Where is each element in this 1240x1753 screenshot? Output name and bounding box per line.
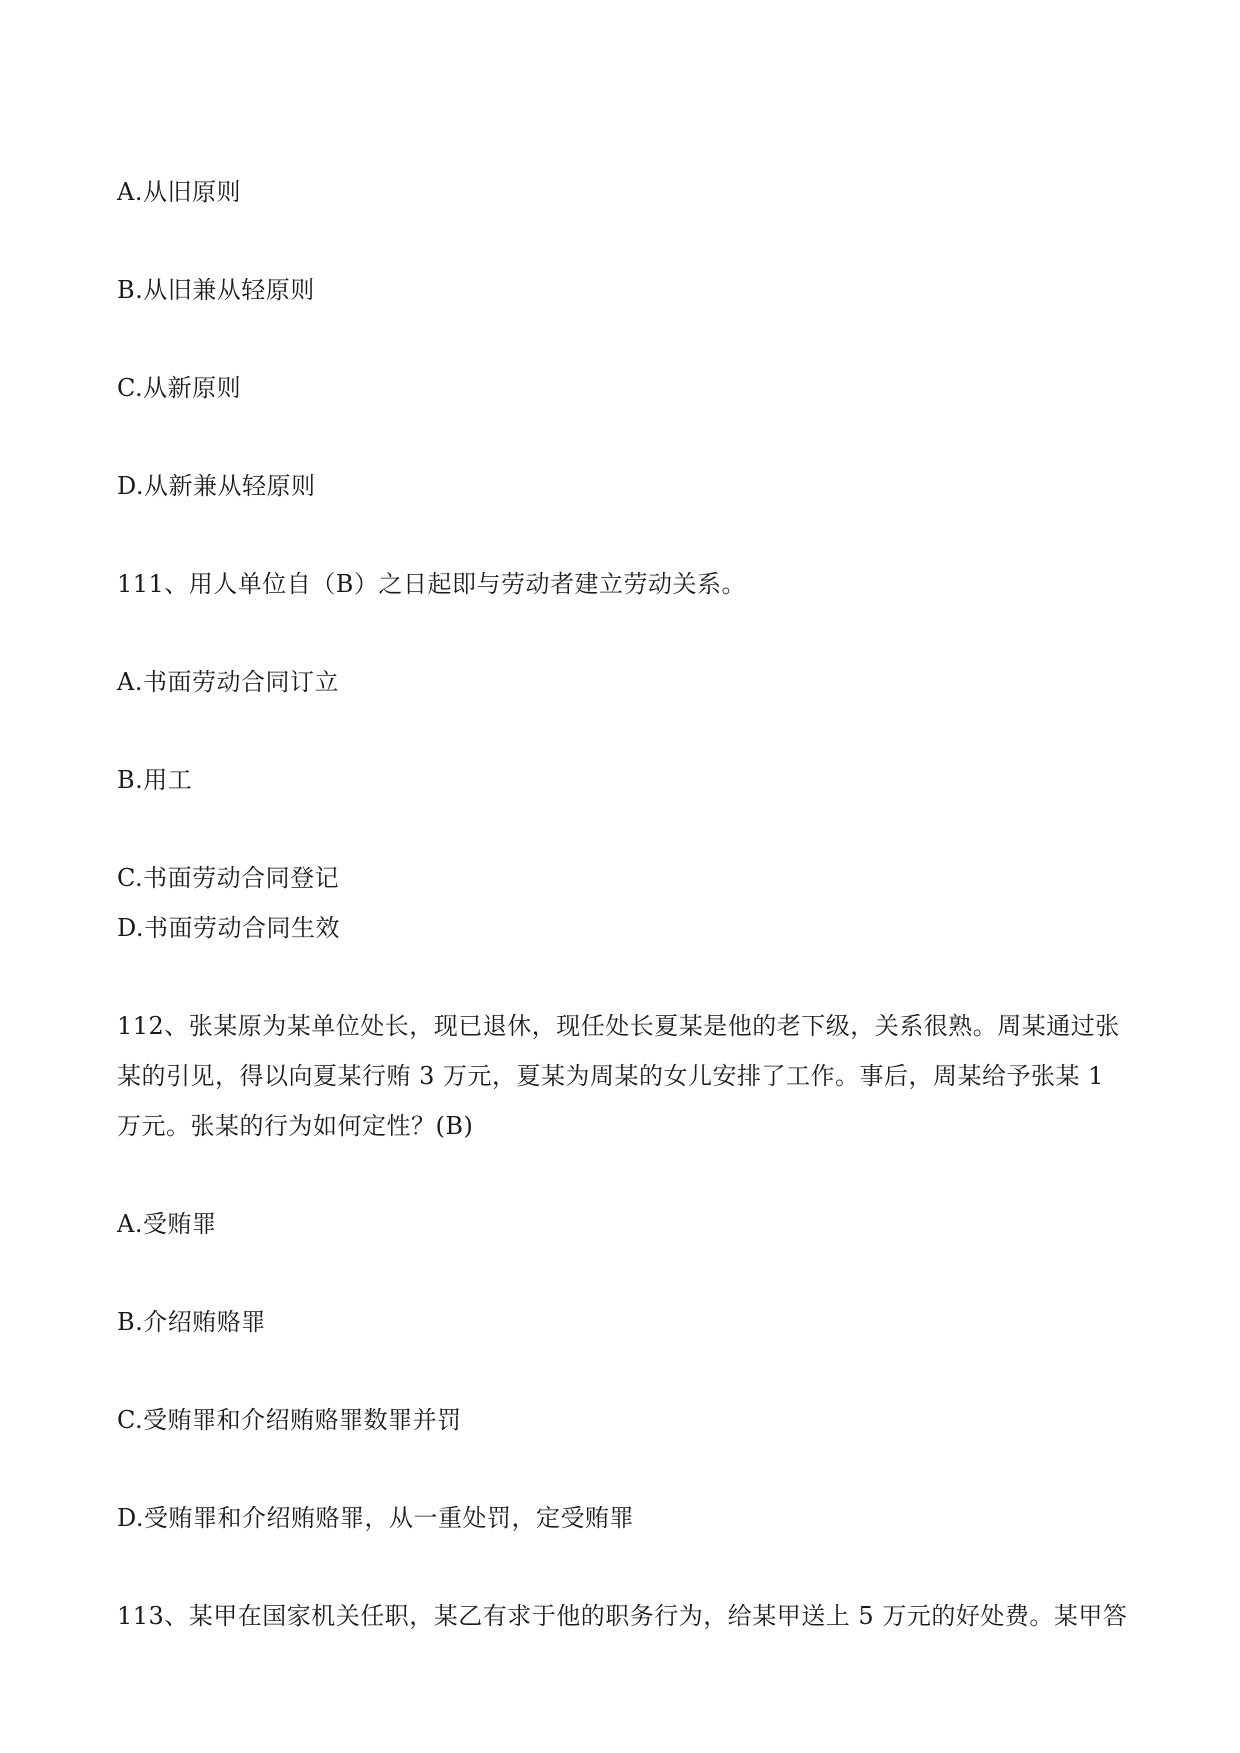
q111-option-c: C.书面劳动合同登记 bbox=[117, 864, 340, 892]
q113-stem-start: 113、某甲在国家机关任职，某乙有求于他的职务行为，给某甲送上 5 万元的好处费。某甲答 bbox=[117, 1602, 1128, 1630]
q112-option-c: C.受贿罪和介绍贿赂罪数罪并罚 bbox=[117, 1406, 462, 1434]
q110-option-a: A.从旧原则 bbox=[117, 178, 241, 206]
q111-option-a: A.书面劳动合同订立 bbox=[117, 668, 339, 696]
q110-option-b: B.从旧兼从轻原则 bbox=[117, 276, 315, 304]
q112-option-a: A.受贿罪 bbox=[117, 1210, 217, 1238]
q112-option-d: D.受贿罪和介绍贿赂罪，从一重处罚，定受贿罪 bbox=[117, 1504, 635, 1532]
q112-stem-line-1: 112、张某原为某单位处长，现已退休，现任处长夏某是他的老下级，关系很熟。周某通过张 bbox=[117, 1012, 1120, 1040]
q110-option-c: C.从新原则 bbox=[117, 374, 242, 402]
q111-option-b: B.用工 bbox=[117, 766, 193, 794]
q111-stem: 111、用人单位自（B）之日起即与劳动者建立劳动关系。 bbox=[117, 570, 746, 598]
q111-option-d: D.书面劳动合同生效 bbox=[117, 914, 341, 942]
q110-option-d: D.从新兼从轻原则 bbox=[117, 472, 316, 500]
q112-stem-line-3: 万元。张某的行为如何定性？(B) bbox=[117, 1112, 474, 1140]
q112-option-b: B.介绍贿赂罪 bbox=[117, 1308, 266, 1336]
q112-stem-line-2: 某的引见，得以向夏某行贿 3 万元，夏某为周某的女儿安排了工作。事后，周某给予张某 1 bbox=[117, 1062, 1104, 1090]
